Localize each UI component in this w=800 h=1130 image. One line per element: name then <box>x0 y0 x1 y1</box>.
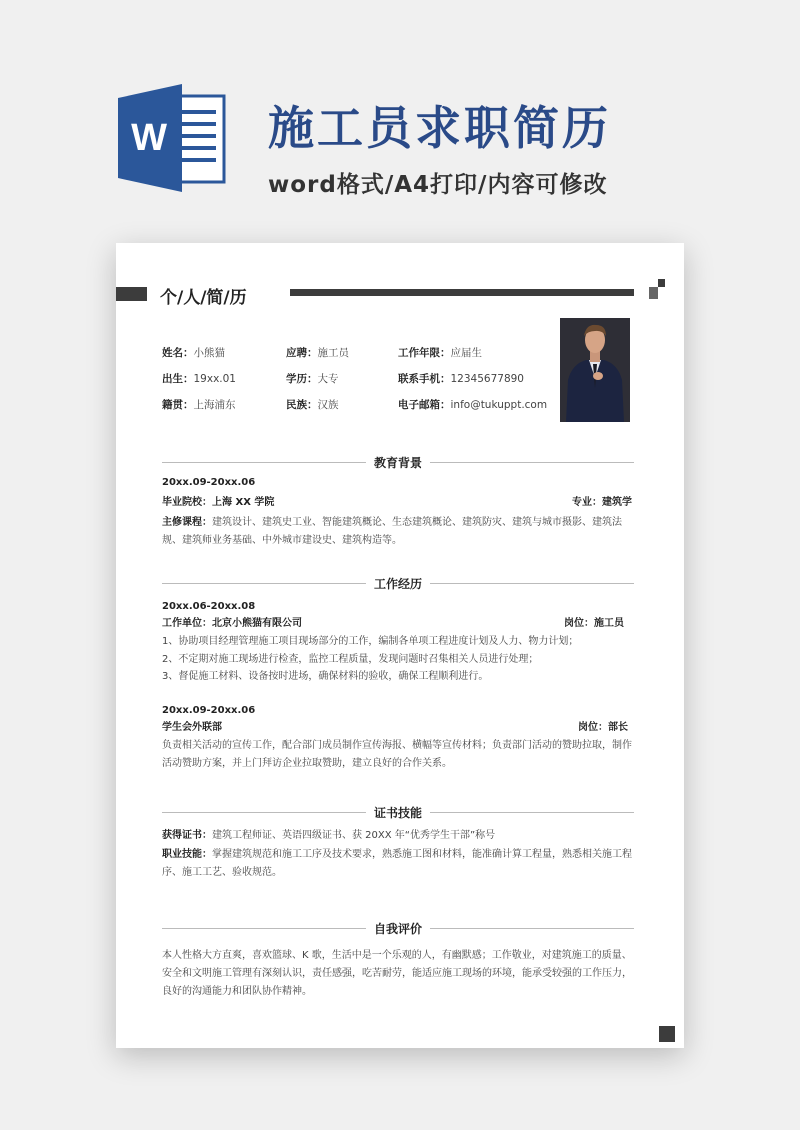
info-origin: 籍贯：上海浦东 <box>162 399 236 411</box>
job1-unit: 工作单位：北京小熊猫有限公司 <box>162 618 302 629</box>
job1-duty-1: 1、协助项目经理管理施工项目现场部分的工作，编制各单项工程进度计划及人力、物力计划； <box>162 636 579 647</box>
resume-page <box>116 243 684 1048</box>
info-years: 工作年限：应届生 <box>398 347 482 359</box>
profile-photo <box>560 318 630 422</box>
section-self <box>162 920 634 936</box>
edu-major: 专业：建筑学 <box>572 497 632 508</box>
self-evaluation: 本人性格大方直爽，喜欢篮球、K 歌，生活中是一个乐观的人，有幽默感；工作敬业，对建筑施工的质量、安全和文明施工管理有深刻认识，责任感强，吃苦耐劳，能适应施工现场的环境，能承受较强的工作压力，良好的沟通能力和团队协作精神。 <box>162 950 632 997</box>
job1-position: 岗位：施工员 <box>564 618 624 629</box>
info-phone: 联系手机：12345677890 <box>398 373 524 385</box>
section-title: 教育背景 <box>366 454 430 471</box>
job2-position: 岗位：部长 <box>578 722 628 733</box>
hero-title: 施工员求职简历 <box>268 101 611 155</box>
header-rule <box>290 289 634 296</box>
word-doc-icon <box>118 84 228 192</box>
section-work <box>162 575 634 591</box>
info-position: 应聘：施工员 <box>286 347 349 359</box>
job2-unit: 学生会外联部 <box>162 722 222 733</box>
section-certs <box>162 804 634 820</box>
edu-period: 20xx.09-20xx.06 <box>162 477 256 488</box>
header-square-small <box>658 279 665 287</box>
job1-period: 20xx.06-20xx.08 <box>162 601 256 612</box>
job1-duty-2: 2、不定期对施工现场进行检查，监控工程质量，发现问题时召集相关人员进行处理； <box>162 654 539 665</box>
info-name: 姓名：小熊猫 <box>162 347 225 359</box>
info-email: 电子邮箱：info@tukuppt.com <box>398 399 548 411</box>
job2-period: 20xx.09-20xx.06 <box>162 705 256 716</box>
job2-desc: 负责相关活动的宣传工作，配合部门成员制作宣传海报、横幅等宣传材料；负责部门活动的赞助拉取，制作活动赞助方案，并上门拜访企业拉取赞助，建立良好的合作关系。 <box>162 740 632 769</box>
section-title: 自我评价 <box>366 920 430 937</box>
header-square <box>649 287 658 299</box>
section-title: 证书技能 <box>366 804 430 821</box>
corner-square <box>659 1026 675 1042</box>
job1-duty-3: 3、督促施工材料、设备按时进场，确保材料的验收，确保工程顺利进行。 <box>162 671 489 682</box>
resume-title: 个/人/简/历 <box>160 288 247 308</box>
section-title: 工作经历 <box>366 575 430 592</box>
info-ethnicity: 民族：汉族 <box>286 399 339 411</box>
info-degree: 学历：大专 <box>286 373 339 385</box>
word-icon-letter: W <box>131 117 167 159</box>
edu-courses: 主修课程：建筑设计、建筑史工业、智能建筑概论、生态建筑概论、建筑防灾、建筑与城市摄影、建筑法规、建筑师业务基础、中外城市建设史、建筑构造等。 <box>162 517 622 546</box>
info-birth: 出生：19xx.01 <box>162 373 236 385</box>
cert-line: 获得证书：建筑工程师证、英语四级证书、获 20XX 年“优秀学生干部”称号 <box>162 830 496 841</box>
header-left-bar <box>116 287 147 301</box>
hero-subtitle: word格式/A4打印/内容可修改 <box>268 172 608 198</box>
edu-school: 毕业院校：上海 XX 学院 <box>162 497 275 508</box>
section-education <box>162 454 634 470</box>
skill-line: 职业技能：掌握建筑规范和施工工序及技术要求，熟悉施工图和材料，能准确计算工程量，熟悉相关施工程序、施工工艺、验收规范。 <box>162 849 632 878</box>
